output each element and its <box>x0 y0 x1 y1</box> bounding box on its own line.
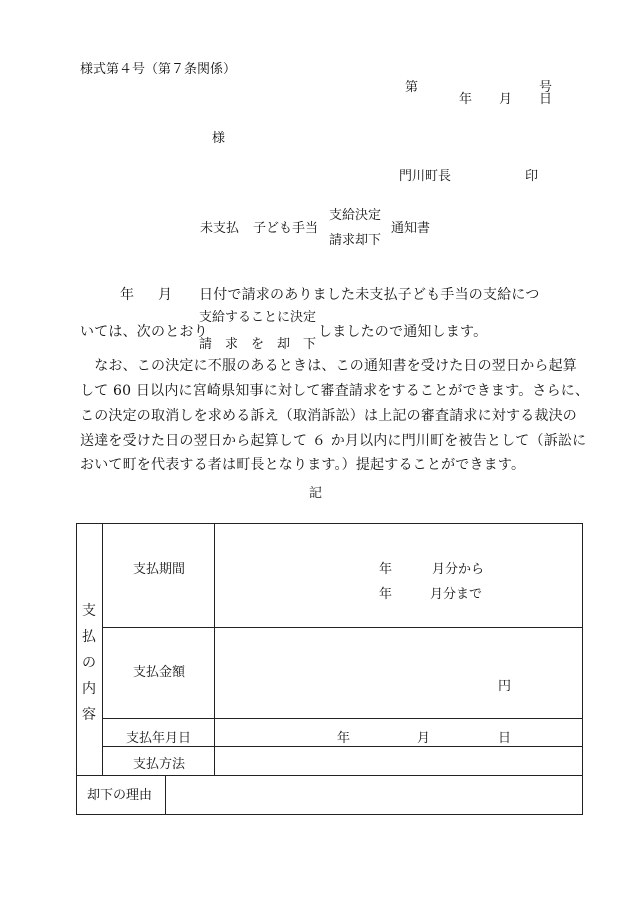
payment-period-label: 支払期間 <box>133 562 186 577</box>
number-prefix: 第 <box>405 80 419 95</box>
title-child-allowance: 子ども手当 <box>253 221 319 236</box>
seal-mark: 印 <box>525 169 539 184</box>
title-unpaid: 未支払 <box>200 221 240 236</box>
payment-date-label: 支払年月日 <box>126 731 192 746</box>
date-month-label: 月 <box>499 92 513 107</box>
period-from-month: 月分から <box>432 562 485 577</box>
ki-heading: 記 <box>309 486 323 501</box>
payment-date-day: 日 <box>498 731 512 746</box>
body-para2-line-5: おいて町を代表する者は町長となります。）提起することができます。 <box>80 457 526 473</box>
payment-method-label: 支払方法 <box>133 757 186 772</box>
side-label-char: 内 <box>82 681 96 697</box>
table-rule <box>165 775 166 815</box>
body-line-2-suffix: しましたので通知します。 <box>318 324 488 340</box>
body-month-label: 月 <box>158 287 173 303</box>
date-year-label: 年 <box>459 92 473 107</box>
body-option-decision: 支給することに決定 <box>199 310 317 325</box>
body-year-label: 年 <box>120 287 135 303</box>
side-label-char: 容 <box>82 707 96 723</box>
rejection-reason-label: 却下の理由 <box>87 788 153 803</box>
date-day-label: 日 <box>539 92 553 107</box>
body-para2-line-2: して 60 日以内に宮崎県知事に対して審査請求をすることができます。さらに、 <box>80 383 590 399</box>
period-to-year: 年 <box>379 587 393 602</box>
period-from-year: 年 <box>379 562 393 577</box>
table-rule <box>214 523 215 775</box>
title-option-decision: 支給決定 <box>329 208 382 223</box>
table-rule <box>76 775 583 776</box>
table-rule <box>102 746 583 747</box>
form-number: 様式第４号（第７条関係） <box>80 62 237 77</box>
body-para2-line-1: なお、この決定に不服のあるときは、この通知書を受けた日の翌日から起算 <box>80 358 577 374</box>
payment-date-year: 年 <box>337 731 351 746</box>
body-option-rejection: 請 求 を 却 下 <box>199 337 317 352</box>
body-para2-line-4: 送達を受けた日の翌日から起算して ６ か月以内に門川町を被告として（訴訟に <box>80 433 587 449</box>
body-line-2-prefix: いては、次のとおり <box>80 324 208 340</box>
side-label-char: 支 <box>82 603 96 619</box>
body-para2-line-3: この決定の取消しを求める訴え（取消訴訟）は上記の審査請求に対する裁決の <box>80 408 577 424</box>
amount-unit-yen: 円 <box>498 679 512 694</box>
addressee-honorific: 様 <box>212 131 226 146</box>
table-rule <box>102 627 583 628</box>
table-rule <box>102 718 583 719</box>
title-option-rejection: 請求却下 <box>329 233 382 248</box>
number-suffix: 号 <box>539 80 553 95</box>
payment-date-month: 月 <box>417 731 431 746</box>
period-to-month: 月分まで <box>430 587 483 602</box>
table-rule <box>102 523 103 775</box>
side-label-char: の <box>82 655 96 671</box>
sender-title: 門川町長 <box>399 169 452 184</box>
side-label-char: 払 <box>82 629 96 645</box>
body-line-1: 日付で請求のありました未支払子ども手当の支給につ <box>199 287 540 303</box>
payment-amount-label: 支払金額 <box>133 665 186 680</box>
title-notice: 通知書 <box>391 221 431 236</box>
